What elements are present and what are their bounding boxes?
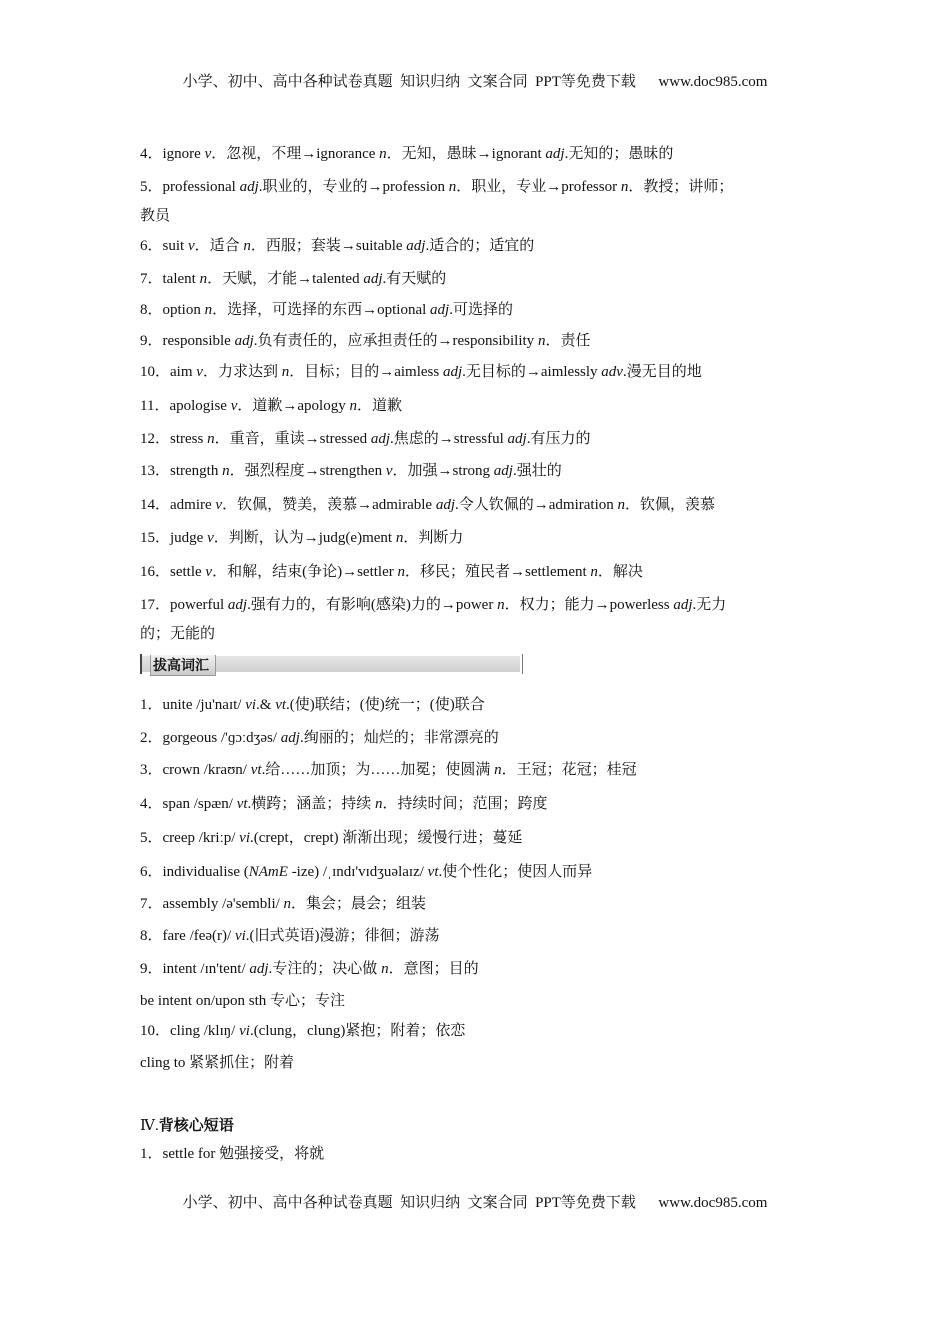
- part-of-speech: v: [196, 364, 203, 380]
- headword: responsible: [162, 333, 235, 349]
- definition: ．判断力: [403, 530, 464, 546]
- headword: strength: [170, 463, 223, 479]
- definition: ．钦佩，赞美，羡慕→admirable: [222, 497, 436, 513]
- definition: ．权力；能力→powerless: [504, 597, 674, 613]
- headword: option: [162, 302, 205, 318]
- advanced-vocab-item: [140, 894, 820, 914]
- definition: .强壮的: [512, 463, 562, 479]
- part-of-speech: n: [497, 597, 505, 613]
- part-of-speech: n: [283, 896, 292, 912]
- definition: .(clung，clung)紧抱；附着；依恋: [249, 1023, 466, 1039]
- part-of-speech: adv: [601, 364, 623, 380]
- vocab-item: [140, 562, 820, 582]
- definition: ．力求达到: [202, 364, 282, 380]
- item-number: 7．: [140, 271, 163, 287]
- item-number: 4．: [140, 796, 163, 812]
- part-of-speech: v: [215, 497, 223, 513]
- item-number: 13．: [140, 463, 171, 479]
- part-of-speech: adj: [430, 302, 450, 318]
- advanced-vocab-item: [140, 862, 820, 882]
- headword: powerful: [170, 597, 228, 613]
- advanced-vocab-item: [140, 926, 820, 946]
- definition: ．意图；目的: [388, 961, 479, 977]
- part-of-speech: adj: [239, 179, 259, 195]
- item-number: 12．: [140, 431, 171, 447]
- phrase-number: 1．: [140, 1146, 163, 1162]
- part-of-speech: adj: [227, 597, 248, 613]
- part-of-speech: n: [395, 530, 404, 546]
- item-number: 10．: [140, 1023, 171, 1039]
- page-header: 小学、初中、高中各种试卷真题 知识归纳 文案合同 PPT等免费下载 www.doc985.com: [182, 74, 768, 90]
- definition: .有天赋的: [382, 271, 447, 287]
- item-number: 17．: [140, 597, 171, 613]
- part-of-speech: n: [537, 333, 546, 349]
- section-title: 背核心短语: [158, 1118, 234, 1134]
- definition: .有压力的: [526, 431, 591, 447]
- part-of-speech: vi: [239, 830, 250, 846]
- part-of-speech: vt: [250, 762, 262, 778]
- definition: ．钦佩，羡慕: [624, 497, 715, 513]
- vocab-item: [140, 269, 820, 289]
- definition: .无知的；愚昧的: [564, 146, 674, 162]
- advanced-vocab-item: [140, 828, 820, 848]
- definition: ．重音，重读→stressed: [214, 431, 371, 447]
- headword: crown /kraʊn/: [162, 762, 251, 778]
- definition: ．忽视，不理→ignorance: [211, 146, 380, 162]
- headword: assembly /ə'sembli/: [162, 896, 284, 912]
- vocab-item: [140, 595, 820, 615]
- headword: fare /feə(r)/: [162, 928, 235, 944]
- advanced-vocab-item: [140, 728, 820, 748]
- page-footer: 小学、初中、高中各种试卷真题 知识归纳 文案合同 PPT等免费下载 www.doc985.com: [182, 1195, 768, 1211]
- part-of-speech: vi: [234, 928, 246, 944]
- headword: gorgeous /'ɡɔːdʒəs/: [162, 730, 281, 746]
- vocab-item: [140, 144, 820, 164]
- definition: ．持续时间；范围；跨度: [382, 796, 548, 812]
- definition: .给……加顶；为……加冕；使圆满: [261, 762, 495, 778]
- headword: stress: [170, 431, 208, 447]
- definition: .专注的；决心做: [268, 961, 382, 977]
- part-of-speech: adj: [435, 497, 455, 513]
- item-number: 7．: [140, 896, 163, 912]
- part-of-speech: vt: [236, 796, 248, 812]
- headword: apologise: [169, 398, 231, 414]
- definition: ．和解，结束(争论)→settler: [212, 564, 398, 580]
- definition: ．王冠；花冠；桂冠: [501, 762, 637, 778]
- definition: .强有力的，有影响(感染)力的→power: [247, 597, 498, 613]
- vocab-item: [140, 396, 820, 416]
- phrase-usage: cling to 紧紧抓住；附着: [140, 1055, 295, 1071]
- part-of-speech: n: [590, 564, 598, 580]
- part-of-speech: vt: [275, 697, 287, 713]
- headword: individualise (: [162, 864, 249, 880]
- item-number: 6．: [140, 238, 163, 254]
- part-of-speech: n: [243, 238, 251, 254]
- headword: professional: [162, 179, 240, 195]
- item-number: 2．: [140, 730, 163, 746]
- banner-title: 拔高词汇: [150, 655, 216, 676]
- part-of-speech: adj: [406, 238, 426, 254]
- definition: ．道歉: [356, 398, 402, 414]
- phrase-usage: be intent on/upon sth 专心；专注: [140, 993, 345, 1009]
- definition: .负有责任的，应承担责任的→responsibility: [253, 333, 538, 349]
- definition: .可选择的: [449, 302, 513, 318]
- advanced-vocab-item: [140, 760, 820, 780]
- part-of-speech: n: [207, 431, 215, 447]
- definition: ．教授；讲师；: [628, 179, 734, 195]
- headword: intent /ɪn'tent/: [162, 961, 250, 977]
- definition: ．解决: [597, 564, 643, 580]
- definition: ．无知，愚昧→ignorant: [386, 146, 546, 162]
- item-number: 3．: [140, 762, 163, 778]
- part-of-speech: adj: [249, 961, 269, 977]
- headword: suit: [162, 238, 188, 254]
- part-of-speech: adj: [370, 431, 391, 447]
- definition: .&: [256, 697, 276, 713]
- advanced-vocab-item: [140, 959, 820, 979]
- part-of-speech: n: [617, 497, 625, 513]
- part-of-speech: n: [199, 271, 208, 287]
- definition: ．西服；套装→suitable: [250, 238, 407, 254]
- headword: unite /ju'naɪt/: [162, 697, 246, 713]
- part-of-speech: n: [379, 146, 387, 162]
- advanced-vocab-item: [140, 794, 820, 814]
- definition: .令人钦佩的→admiration: [455, 497, 618, 513]
- part-of-speech: vt: [427, 864, 439, 880]
- item-number: 8．: [140, 928, 163, 944]
- item-number: 16．: [140, 564, 171, 580]
- item-number: 15．: [140, 530, 171, 546]
- definition: ．职业，专业→professor: [456, 179, 621, 195]
- part-of-speech: n: [375, 796, 383, 812]
- headword: talent: [162, 271, 200, 287]
- definition: ．判断，认为→judg(e)ment: [213, 530, 396, 546]
- headword: ignore: [162, 146, 205, 162]
- phrase-item: [140, 1144, 820, 1164]
- part-of-speech: adj: [280, 730, 300, 746]
- definition: ．目标；目的→aimless: [289, 364, 443, 380]
- item-number: 9．: [140, 961, 163, 977]
- part-of-speech: n: [494, 762, 502, 778]
- definition: ．选择，可选择的东西→optional: [212, 302, 431, 318]
- item-number: 4．: [140, 146, 163, 162]
- part-of-speech: n: [204, 302, 213, 318]
- item-number: 5．: [140, 830, 163, 846]
- part-of-speech: n: [222, 463, 230, 479]
- definition: ．责任: [545, 333, 591, 349]
- definition: .绚丽的；灿烂的；非常漂亮的: [299, 730, 499, 746]
- definition: .无目标的→aimlessly: [462, 364, 602, 380]
- definition: .使个性化；使因人而异: [438, 864, 593, 880]
- part-of-speech: adj: [673, 597, 693, 613]
- part-of-speech: adj: [545, 146, 565, 162]
- advanced-vocab-item: [140, 1021, 820, 1041]
- definition: ．强烈程度→strengthen: [229, 463, 386, 479]
- item-number: 8．: [140, 302, 163, 318]
- definition: ．天赋，才能→talented: [207, 271, 364, 287]
- part-of-speech: v: [204, 146, 212, 162]
- item-number: 9．: [140, 333, 163, 349]
- definition: .(使)联结；(使)统一；(使)联合: [286, 697, 485, 713]
- section-number: Ⅳ.: [140, 1118, 159, 1134]
- advanced-vocab-item: [140, 695, 820, 715]
- definition: .(旧式英语)漫游；徘徊；游荡: [245, 928, 440, 944]
- definition: .漫无目的地: [622, 364, 702, 380]
- definition: ．道歉→apology: [237, 398, 350, 414]
- part-of-speech: n: [448, 179, 457, 195]
- advanced-vocab-banner: [140, 654, 523, 674]
- definition: .焦虑的→stressful: [390, 431, 508, 447]
- vocab-item-continuation: 的；无能的: [140, 626, 216, 642]
- part-of-speech: n: [349, 398, 357, 414]
- item-number: 11．: [140, 398, 170, 414]
- item-number: 6．: [140, 864, 163, 880]
- headword: settle: [170, 564, 206, 580]
- definition: -ize) /ˌɪndɪ'vɪdʒuəlaɪz/: [287, 864, 428, 880]
- item-number: 5．: [140, 179, 163, 195]
- vocab-item: [140, 177, 820, 197]
- part-of-speech: vi: [245, 697, 257, 713]
- part-of-speech: NAmE: [248, 864, 288, 880]
- part-of-speech: vi: [239, 1023, 250, 1039]
- definition: ．适合: [194, 238, 244, 254]
- definition: .职业的，专业的→profession: [258, 179, 449, 195]
- definition: ．加强→strong: [392, 463, 494, 479]
- headword: span /spæn/: [162, 796, 237, 812]
- part-of-speech: v: [205, 564, 213, 580]
- definition: .横跨；涵盖；持续: [247, 796, 376, 812]
- part-of-speech: adj: [234, 333, 254, 349]
- vocab-item-continuation: 教员: [140, 208, 171, 224]
- vocab-item: [140, 362, 820, 382]
- vocab-item: [140, 528, 820, 548]
- vocab-item: [140, 495, 820, 515]
- part-of-speech: n: [397, 564, 405, 580]
- definition: .(crept，crept) 渐渐出现；缓慢行进；蔓延: [249, 830, 523, 846]
- part-of-speech: v: [385, 463, 393, 479]
- part-of-speech: adj: [363, 271, 383, 287]
- part-of-speech: adj: [493, 463, 513, 479]
- definition: .无力: [692, 597, 727, 613]
- part-of-speech: n: [620, 179, 629, 195]
- headword: aim: [170, 364, 197, 380]
- definition: ．移民；殖民者→settlement: [405, 564, 591, 580]
- definition: ．集会；晨会；组装: [291, 896, 427, 912]
- definition: .适合的；适宜的: [425, 238, 535, 254]
- part-of-speech: v: [230, 398, 238, 414]
- section-heading: [140, 1114, 234, 1135]
- item-number: 14．: [140, 497, 171, 513]
- headword: admire: [170, 497, 216, 513]
- vocab-item: [140, 331, 820, 351]
- part-of-speech: n: [381, 961, 389, 977]
- headword: judge: [170, 530, 208, 546]
- phrase-text: settle for 勉强接受，将就: [162, 1146, 325, 1162]
- part-of-speech: v: [207, 530, 214, 546]
- item-number: 1．: [140, 697, 163, 713]
- part-of-speech: n: [281, 364, 290, 380]
- part-of-speech: adj: [507, 431, 527, 447]
- vocab-item: [140, 236, 820, 256]
- vocab-item: [140, 300, 820, 320]
- headword: creep /kriːp/: [162, 830, 240, 846]
- part-of-speech: v: [187, 238, 195, 254]
- headword: cling /klɪŋ/: [170, 1023, 240, 1039]
- part-of-speech: adj: [442, 364, 463, 380]
- vocab-item: [140, 461, 820, 481]
- item-number: 10．: [140, 364, 171, 380]
- vocab-item: [140, 429, 820, 449]
